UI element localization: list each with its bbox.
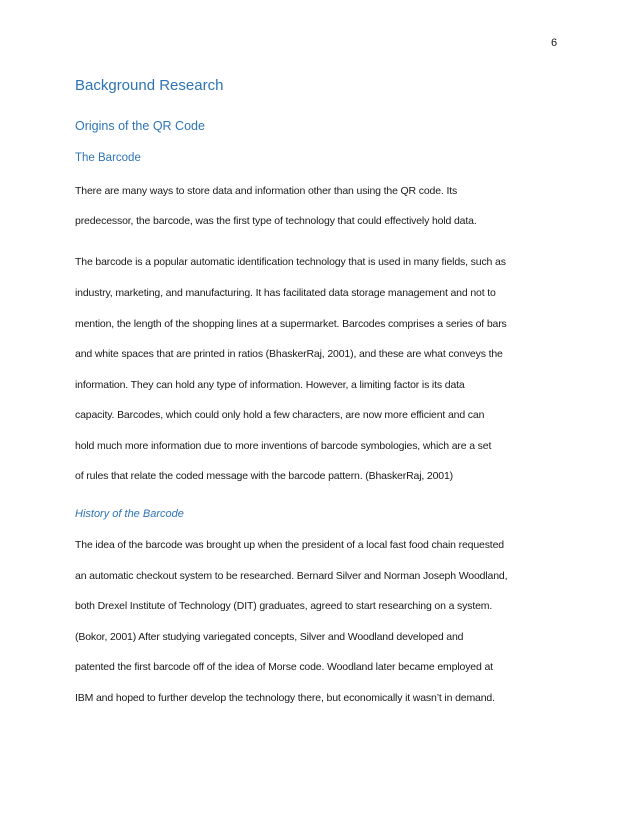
text-line: of rules that relate the coded message with the barcode pattern. (BhaskerRaj, 2001) <box>75 470 454 482</box>
text-line: an automatic checkout system to be researched. Bernard Silver and Norman Joseph Woodland, <box>75 570 508 582</box>
heading-origins-of-qr-code: Origins of the QR Code <box>75 119 205 133</box>
text-line: patented the first barcode off of the idea of Morse code. Woodland later became employed at <box>75 661 493 673</box>
heading-the-barcode: The Barcode <box>75 152 141 164</box>
text-line: The barcode is a popular automatic identification technology that is used in many fields, such as <box>75 256 506 268</box>
heading-history-of-the-barcode: History of the Barcode <box>75 508 184 520</box>
text-line: industry, marketing, and manufacturing. It has facilitated data storage management and not to <box>75 287 496 299</box>
text-line: mention, the length of the shopping lines at a supermarket. Barcodes comprises a series of bars <box>75 318 507 330</box>
text-line: The idea of the barcode was brought up when the president of a local fast food chain requested <box>75 539 504 551</box>
text-line: both Drexel Institute of Technology (DIT) graduates, agreed to start researching on a system. <box>75 600 493 612</box>
page-number: 6 <box>551 37 558 49</box>
heading-background-research: Background Research <box>75 77 224 94</box>
text-line: predecessor, the barcode, was the first type of technology that could effectively hold data. <box>75 215 477 227</box>
text-line: hold much more information due to more inventions of barcode symbologies, which are a set <box>75 440 492 452</box>
text-line: capacity. Barcodes, which could only hold a few characters, are now more efficient and can <box>75 409 485 421</box>
text-line: and white spaces that are printed in ratios (BhaskerRaj, 2001), and these are what conveys the <box>75 348 503 360</box>
text-line: IBM and hoped to further develop the technology there, but economically it wasn’t in demand. <box>75 692 495 704</box>
text-line: There are many ways to store data and information other than using the QR code. Its <box>75 185 458 197</box>
text-line: information. They can hold any type of information. However, a limiting factor is its data <box>75 379 465 391</box>
text-line: (Bokor, 2001) After studying variegated concepts, Silver and Woodland developed and <box>75 631 464 643</box>
